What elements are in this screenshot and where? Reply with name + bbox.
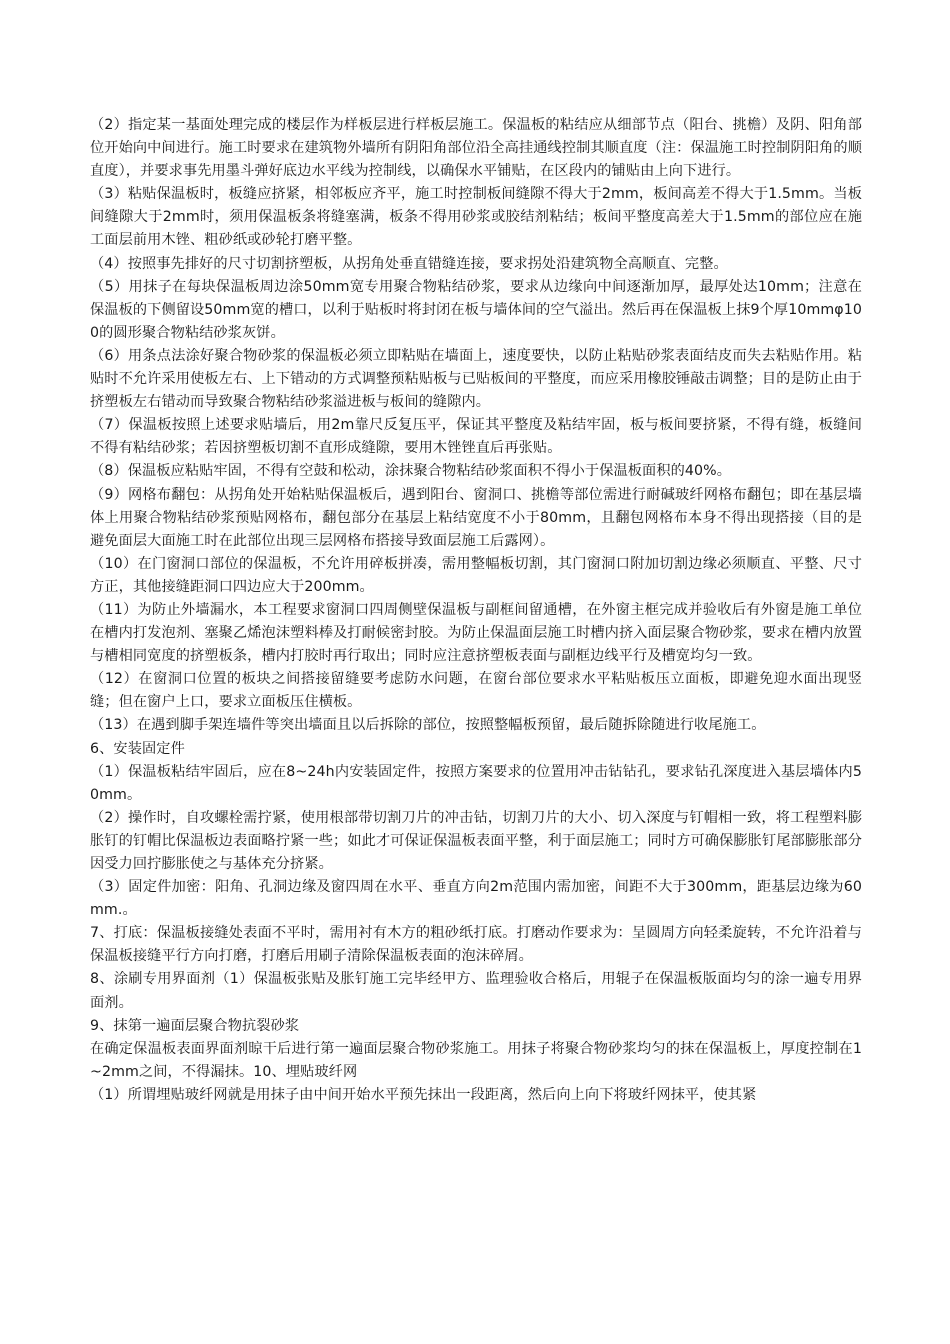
paragraph-step-13: （13）在遇到脚手架连墙件等突出墙面且以后拆除的部位，按照整幅板预留，最后随拆除随进行收尾施工。 <box>90 717 766 734</box>
section-heading-6: 6、安装固定件 <box>90 740 185 757</box>
paragraph-step-10: （10）在门窗洞口部位的保温板，不允许用碎板拼凑，需用整幅板切割，其门窗洞口附加切割边缘必须顺直、平整、尺寸方正，其他接缝距洞口四边应大于200mm。 <box>90 555 862 595</box>
paragraph-step-3: （3）粘贴保温板时，板缝应挤紧，相邻板应齐平，施工时控制板间缝隙不得大于2mm，板间高差不得大于1.5mm。当板间缝隙大于2mm时，须用保温板条将缝塞满，板条不得用砂浆或胶结剂粘结；板间平整度高差大于1.5mm的部位应在施工面层前用木锉、粗砂纸或砂轮打磨平整。 <box>90 186 862 249</box>
paragraph-step-11: （11）为防止外墙漏水，本工程要求窗洞口四周侧壁保温板与副框间留通槽，在外窗主框完成并验收后有外窗是施工单位在槽内打发泡剂、塞聚乙烯泡沫塑料棒及打耐候密封胶。为防止保温面层施工时槽内挤入面层聚合物砂浆，要求在槽内放置与槽相同宽度的挤塑板条，槽内打胶时再行取出；同时应注意挤塑板表面与副框边线平行及槽宽均匀一致。 <box>90 601 862 665</box>
paragraph-mesh-1: （1）所谓埋贴玻纤网就是用抹子由中间开始水平预先抹出一段距离，然后向上向下将玻纤网抹平，使其紧 <box>90 1086 757 1103</box>
paragraph-step-7: （7）保温板按照上述要求贴墙后，用2m靠尺反复压平，保证其平整度及粘结牢固，板与板间要挤紧，不得有缝，板缝间不得有粘结砂浆；若因挤塑板切割不直形成缝隙，要用木锉锉直后再张贴。 <box>90 417 862 457</box>
paragraph-fixing-3: （3）固定件加密：阳角、孔洞边缘及窗四周在水平、垂直方向2m范围内需加密，间距不大于300mm，距基层边缘为60mm.。 <box>90 879 862 919</box>
paragraph-step-8: （8）保温板应粘贴牢固，不得有空鼓和松动，涂抹聚合物粘结砂浆面积不得小于保温板面积的40%。 <box>90 463 732 480</box>
section-7-sanding: 7、打底：保温板接缝处表面不平时，需用衬有木方的粗砂纸打底。打磨动作要求为：呈圆周方向轻柔旋转，不允许沿着与保温板接缝平行方向打磨，打磨后用刷子清除保温板表面的泡沫碎屑。 <box>90 925 862 965</box>
document-body <box>90 114 862 1107</box>
section-heading-9: 9、抹第一遍面层聚合物抗裂砂浆 <box>90 1017 300 1034</box>
paragraph-first-coat: 在确定保温板表面界面剂晾干后进行第一遍面层聚合物砂浆施工。用抹子将聚合物砂浆均匀的抹在保温板上，厚度控制在1~2mm之间，不得漏抹。10、埋贴玻纤网 <box>90 1040 862 1080</box>
paragraph-step-6: （6）用条点法涂好聚合物砂浆的保温板必须立即粘贴在墙面上，速度要快，以防止粘贴砂浆表面结皮而失去粘贴作用。粘贴时不允许采用使板左右、上下错动的方式调整预粘贴板与已贴板间的平整度，而应采用橡胶锤敲击调整；目的是防止由于挤塑板左右错动而导致聚合物粘结砂浆溢进板与板间的缝隙内。 <box>90 347 862 411</box>
paragraph-fixing-2: （2）操作时，自攻螺栓需拧紧，使用根部带切割刀片的冲击钻，切割刀片的大小、切入深度与钉帽相一致，将工程塑料膨胀钉的钉帽比保温板边表面略拧紧一些；如此才可保证保温板表面平整，利于面层施工；同时方可确保膨胀钉尾部膨胀部分因受力回拧膨胀使之与基体充分挤紧。 <box>90 809 862 872</box>
section-8-interface-agent: 8、涂刷专用界面剂（1）保温板张贴及胀钉施工完毕经甲方、监理验收合格后，用辊子在保温板版面均匀的涂一遍专用界面剂。 <box>90 971 862 1011</box>
paragraph-step-9: （9）网格布翻包：从拐角处开始粘贴保温板后，遇到阳台、窗洞口、挑檐等部位需进行耐碱玻纤网格布翻包；即在基层墙体上用聚合物粘结砂浆预贴网格布，翻包部分在基层上粘结宽度不小于80mm，且翻包网格布本身不得出现搭接（目的是避免面层大面施工时在此部位出现三层网格布搭接导致面层施工后露网）。 <box>90 486 862 549</box>
paragraph-step-2: （2）指定某一基面处理完成的楼层作为样板层进行样板层施工。保温板的粘结应从细部节点（阳台、挑檐）及阴、阳角部位开始向中间进行。施工时要求在建筑物外墙所有阴阳角部位沿全高挂通线控制其顺直度（注：保温施工时控制阴阳角的顺直度），并要求事先用墨斗弹好底边水平线为控制线，以确保水平铺贴，在区段内的铺贴由上向下进行。 <box>90 117 862 180</box>
paragraph-step-12: （12）在窗洞口位置的板块之间搭接留缝要考虑防水问题，在窗台部位要求水平粘贴板压立面板，即避免迎水面出现竖缝；但在窗户上口，要求立面板压住横板。 <box>90 671 862 711</box>
paragraph-fixing-1: （1）保温板粘结牢固后，应在8~24h内安装固定件，按照方案要求的位置用冲击钻钻孔，要求钻孔深度进入基层墙体内50mm。 <box>90 763 862 803</box>
paragraph-step-5: （5）用抹子在每块保温板周边涂50mm宽专用聚合物粘结砂浆，要求从边缘向中间逐渐加厚，最厚处达10mm；注意在保温板的下侧留设50mm宽的槽口，以利于贴板时将封闭在板与墙体间的空气溢出。然后再在保温板上抹9个厚10mmφ100的圆形聚合物粘结砂浆灰饼。 <box>90 278 862 341</box>
paragraph-step-4: （4）按照事先排好的尺寸切割挤塑板，从拐角处垂直错缝连接，要求拐处沿建筑物全高顺直、完整。 <box>90 255 728 272</box>
